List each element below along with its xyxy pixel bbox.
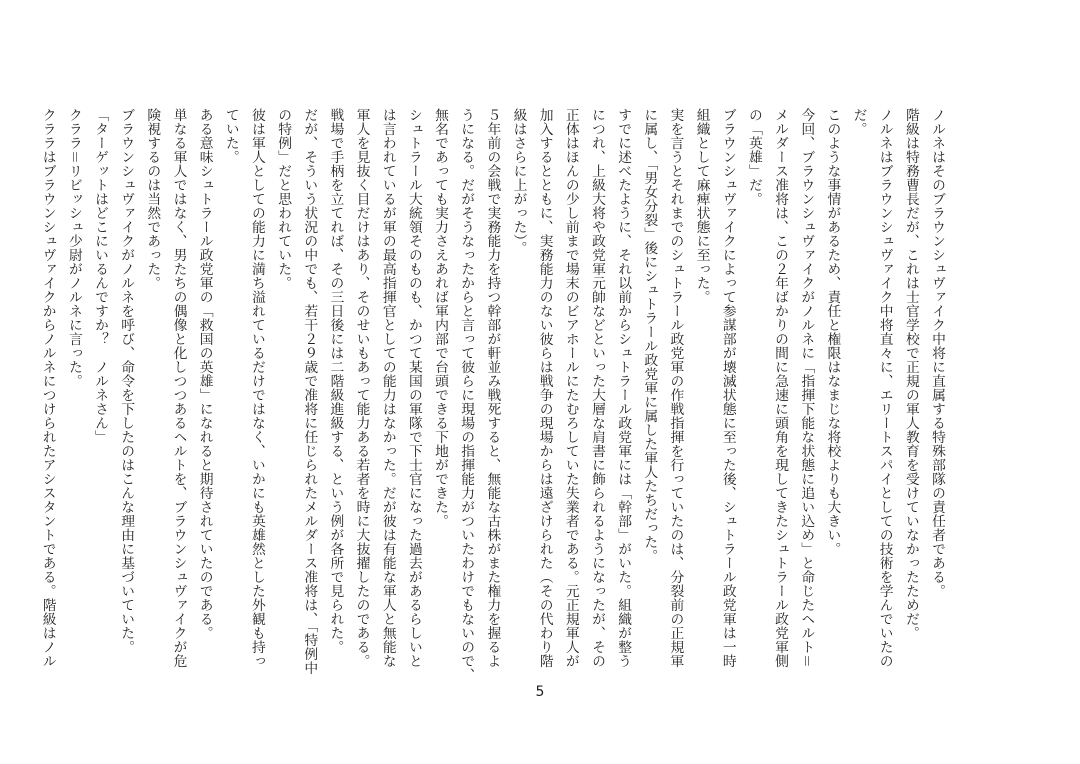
text-line: ノルネはブラウンシュヴァイク中将直々に、エリートスパイとしての技術を学んでいたの [876,108,893,668]
text-line: 正体はほんの少し前まで場末のビアホールにたむろしていた失業者である。元正規軍人が [562,108,579,668]
text-line: は言われているが軍の最高指揮官としての能力はなかった。だが彼は有能な軍人と無能な [379,108,396,668]
text-line: だ。 [850,108,867,136]
text-line: シュトラール大統領そのものも、かつて某国の軍隊で下士官になった過去があるらしいと [405,108,422,668]
text-line: ある意味シュトラール政党軍の「救国の英雄」になれると期待されていたのである。 [196,108,213,640]
text-line: につれ、上級大将や政党軍元帥などといった大層な肩書に飾られるようになったが、その [588,108,605,668]
text-line: 実を言うとそれまでのシュトラール政党軍の作戦指揮を行っていたのは、分裂前の正規軍 [667,108,684,668]
text-line: 軍人を見抜く目だけはあり、そのせいもあって能力ある若者を時に大抜擢したのである。 [353,108,370,668]
vertical-text-body [39,108,950,682]
text-line: ５年前の会戦で実務能力を持つ幹部が軒並み戦死すると、無能な古株がまた権力を握るよ [484,108,501,668]
page-number: 5 [535,684,545,700]
text-line: クララはブラウンシュヴァイクからノルネにつけられたアシスタントである。階級はノル [39,108,56,668]
text-line: 階級は特務曹長だが、これは士官学校で正規の軍人教育を受けていなかったためだ。 [902,108,919,640]
text-line: ていた。 [222,108,239,164]
text-line: ブラウンシュヴァイクがノルネを呼び、命令を下したのはこんな理由に基づいていた。 [118,108,135,654]
text-line: 加入するとともに、実務能力のない彼らは戦争の現場からは遠ざけられた（その代わり階 [536,108,553,668]
text-line: 単なる軍人ではなく、男たちの偶像と化しつつあるヘルトを、ブラウンシュヴァイクが危 [170,108,187,668]
text-line: うになる。だがそうなったからと言って彼らに現場の指揮能力がついたわけでもないので、 [458,108,475,682]
text-line: 戦場で手柄を立てれば、その三日後には二階級進級する、という例が各所で見られた。 [327,108,344,654]
text-line: 組織として麻痺状態に至った。 [693,108,710,304]
text-line: このような事情があるため、責任と権限はなまじな将校よりも大きい。 [824,108,841,556]
text-line: だが、そういう状況の中でも、若干２９歳で准将に任じられたメルダース准将は、「特例中 [301,108,318,676]
text-line: 彼は軍人としての能力に満ち溢れているだけではなく、いかにも英雄然とした外観も持っ [248,108,265,668]
text-line: に属し、「男女分裂」後にシュトラール政党軍に属した軍人たちだった。 [641,108,658,564]
text-line: 険視するのは当然であった。 [144,108,161,290]
text-line: メルダース准将は、この２年ばかりの間に急速に頭角を現してきたシュトラール政党軍側 [772,108,789,668]
text-line: 無名であっても実力さえあれば軍内部で台頭できる下地ができた。 [432,108,449,528]
text-line: の特例」だと思われていた。 [275,108,292,290]
text-line: クララ＝リビッシュ少尉がノルネに言った。 [65,108,82,388]
text-line: すでに述べたように、それ以前からシュトラール政党軍には「幹部」がいた。組織が整う [615,108,632,668]
text-line: ノルネはそのブラウンシュヴァイク中将に直属する特殊部隊の責任者である。 [929,108,945,598]
text-line: ブラウンシュヴァイクによって参謀部が壊滅状態に至った後、シュトラール政党軍は一時 [719,108,736,668]
text-line: 級はさらに上がった）。 [510,108,527,256]
text-line: 今回、ブラウンシュヴァイクがノルネに「指揮下能な状態に追い込め」と命じたヘルト＝ [798,108,815,668]
text-line: の「英雄」だ。 [745,108,762,206]
text-line: 「ターゲットはどこにいるんですか？ ノルネさん」 [92,108,108,444]
